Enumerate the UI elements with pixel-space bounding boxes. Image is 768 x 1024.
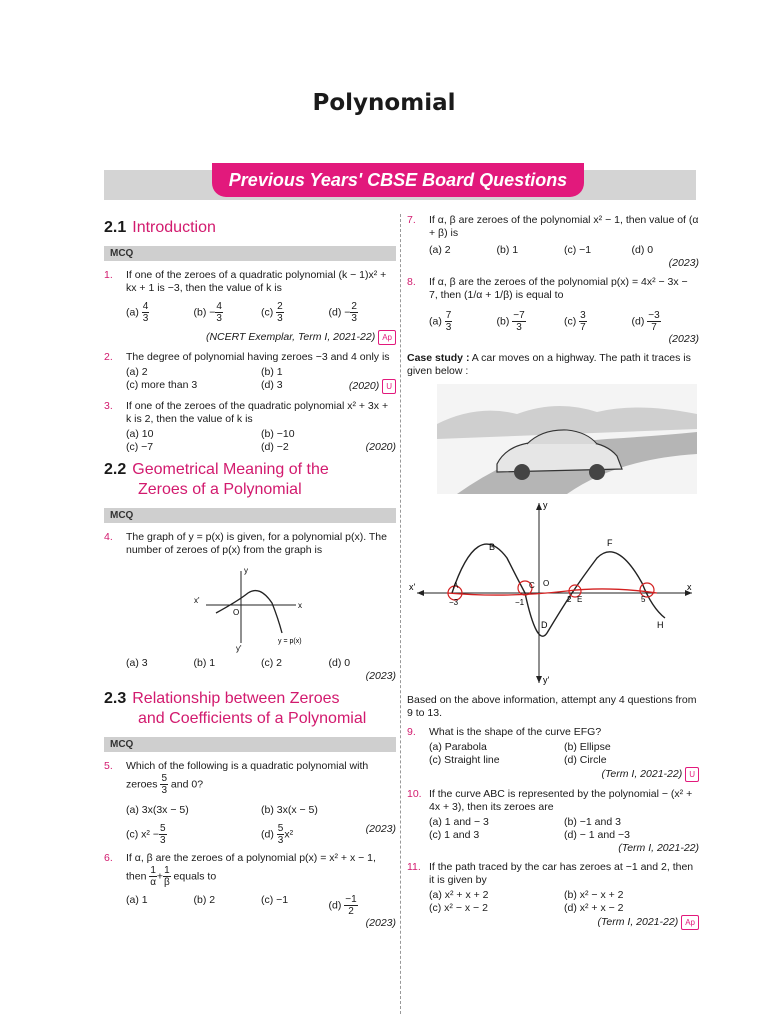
svg-text:C: C <box>529 581 535 590</box>
svg-text:−1: −1 <box>515 598 525 607</box>
left-column <box>104 214 396 936</box>
car-illustration <box>437 384 697 494</box>
svg-text:D: D <box>541 620 548 630</box>
mcq-label: MCQ <box>104 246 396 261</box>
mcq-label: MCQ <box>104 737 396 752</box>
svg-text:x': x' <box>194 596 200 605</box>
question-10: 10. If the curve ABC is represented by the polynomial − (x² + 4x + 3), then its zeroes are (a) 1 and − 3 (b) −1 and 3 (c) 1 and 3 (d) − 1 and −3 (Term I, 2021-22) <box>407 788 699 854</box>
case-study-instruction: Based on the above information, attempt any 4 questions from 9 to 13. <box>407 694 697 719</box>
svg-text:x': x' <box>409 582 416 592</box>
svg-text:y': y' <box>543 675 550 685</box>
section-banner: Previous Years' CBSE Board Questions <box>212 163 584 197</box>
section-heading-2-2: 2.2 Geometrical Meaning of the Zeroes of a Polynomial <box>104 461 329 498</box>
svg-text:y: y <box>244 566 248 575</box>
svg-text:F: F <box>607 538 613 548</box>
question-2: 2. The degree of polynomial having zeroes −3 and 4 only is (a) 2 (b) 1 (c) more than 3 (d) 3 (2020) U <box>104 351 396 394</box>
svg-text:5: 5 <box>641 595 646 604</box>
svg-text:x: x <box>687 582 692 592</box>
svg-text:2: 2 <box>567 595 572 604</box>
mcq-label: MCQ <box>104 508 396 523</box>
case-study-intro: Case study : A car moves on a highway. The path it traces is given below : <box>407 352 691 377</box>
svg-text:E: E <box>577 595 583 604</box>
question-7: 7. If α, β are zeroes of the polynomial x² − 1, then value of (α + β) is (a) 2 (b) 1 (c) −1 (d) 0 (2023) <box>407 214 699 269</box>
svg-text:y = p(x): y = p(x) <box>278 638 302 645</box>
svg-text:H: H <box>657 620 664 630</box>
page-title: Polynomial <box>312 90 456 116</box>
question-9: 9. What is the shape of the curve EFG? (a) Parabola (b) Ellipse (c) Straight line (d) Circle (Term I, 2021-22) U <box>407 726 699 782</box>
svg-text:O: O <box>543 579 550 588</box>
question-5: 5. Which of the following is a quadratic polynomial with zeroes $\frac{5}{3}$ and 0? (a) 3x(3x − 5) (b) 3x(x − 5) (c) x² − $\frac{5}{3}$ (d) $\frac{5}{3}$ x² (2023) <box>104 760 396 846</box>
q4-graph <box>186 563 336 653</box>
svg-text:B: B <box>489 542 496 552</box>
question-11: 11. If the path traced by the car has zeroes at −1 and 2, then it is given by (a) x² + x + 2 (b) x² − x + 2 (c) x² − x − 2 (d) x² + x − 2 (Term I, 2021-22) Ap <box>407 861 699 930</box>
svg-text:y': y' <box>236 644 242 653</box>
section-heading-2-3: 2.3 Relationship between Zeroes and Coefficients of a Polynomial <box>104 690 367 727</box>
svg-text:O: O <box>233 608 240 617</box>
question-1: 1. If one of the zeroes of a quadratic polynomial (k − 1)x² + kx + 1 is −3, then the value of k is (a) $\frac{4}{3}$ (b) − $\frac{4}{3}$ (c) $\frac{2}{3}$ (d) − $\frac{2}{3}$ (NCERT Exemplar, Term I, 2021-22) Ap <box>104 269 396 345</box>
question-6: 6. If α, β are the zeroes of a polynomial p(x) = x² + x − 1, then $\frac{1}{\alpha}$ + $\frac{1}{\beta}$ equals to (a) 1 (b) 2 (c) −1 (d) $\frac{-1}{2}$ (2023) <box>104 852 396 929</box>
svg-text:−3: −3 <box>449 598 459 607</box>
question-4: 4. The graph of y = p(x) is given, for a polynomial p(x). The number of zeroes of p(x) from the graph is y x x' y' O y = p(x) (a) 3 (b) 1 (c) 2 (d) 0 (2023) <box>104 531 396 682</box>
question-3: 3. If one of the zeroes of the quadratic polynomial x² + 3x + k is 2, then the value of k is (a) 10 (b) −10 (c) −7 (d) −2 (2020) <box>104 400 396 453</box>
right-column <box>407 214 699 936</box>
question-8: 8. If α, β are the zeroes of the polynomial p(x) = 4x² − 3x − 7, then (1/α + 1/β) is equal to (a) $\frac{7}{3}$ (b) $\frac{-7}{3}$ (c) $\frac{3}{7}$ (d) $\frac{-3}{7}$ (2023) <box>407 276 699 345</box>
column-divider <box>400 214 401 1014</box>
svg-text:x: x <box>298 601 302 610</box>
svg-text:y: y <box>543 500 548 510</box>
path-graph <box>407 498 699 688</box>
svg-text:A: A <box>453 581 459 590</box>
section-heading-2-1: 2.1 Introduction <box>104 219 216 236</box>
